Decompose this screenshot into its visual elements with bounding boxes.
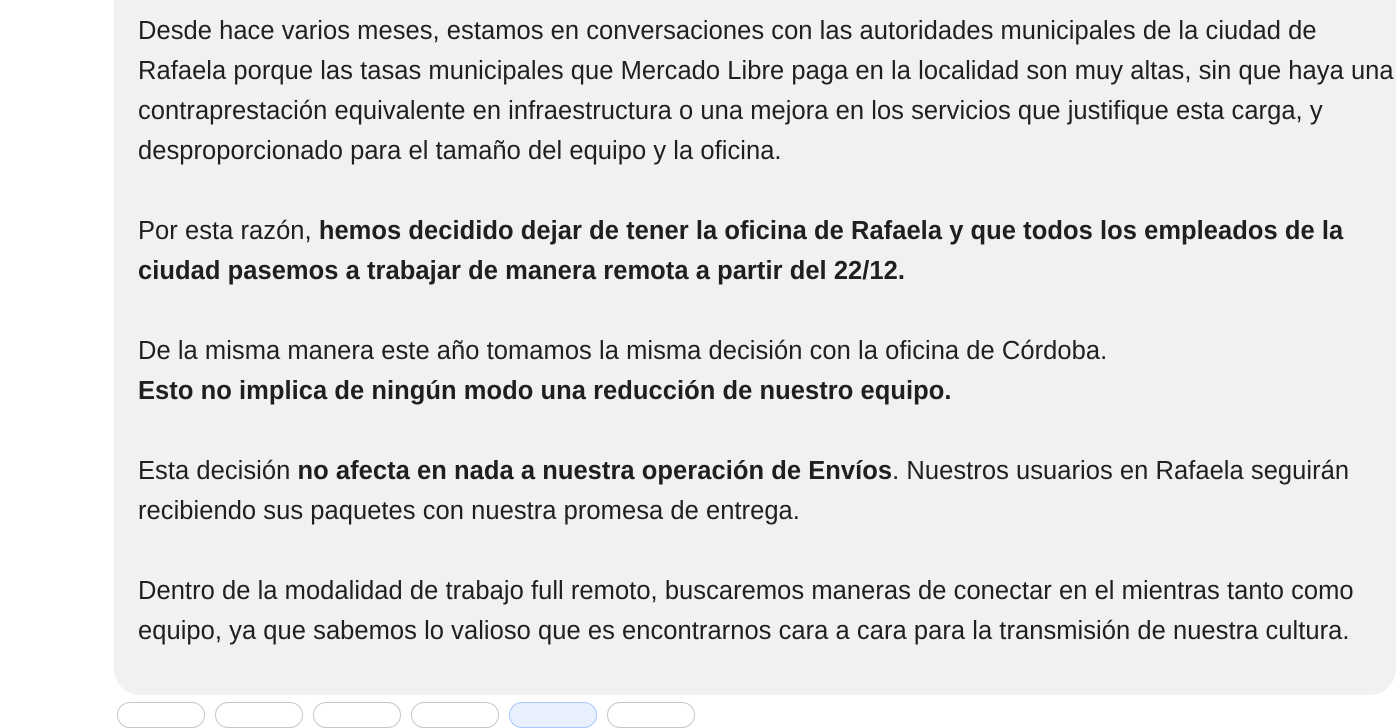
paragraph-decision <box>138 211 1396 291</box>
paragraph-decision-lead: Por esta razón, <box>138 217 319 245</box>
reaction-chip[interactable] <box>607 702 695 728</box>
paragraph-context-text: Desde hace varios meses, estamos en conversaciones con las autoridades municipales de la ciudad de Rafaela porque las tasas municipales que Mercado Libre paga en la localidad son muy altas, sin que haya una contraprestación equivalente en infraestructura o una mejora en los servicios que justifique esta carga, y desproporcionado para el tamaño del equipo y la oficina. <box>138 17 1394 165</box>
paragraph-envios <box>138 451 1396 531</box>
paragraph-cordoba-bold: Esto no implica de ningún modo una reducción de nuestro equipo. <box>138 377 952 405</box>
paragraph-envios-bold: no afecta en nada a nuestra operación de Envíos <box>297 457 893 485</box>
reaction-chip-selected[interactable] <box>509 702 597 728</box>
message-bubble <box>114 0 1396 695</box>
paragraph-remote-text: Dentro de la modalidad de trabajo full remoto, buscaremos maneras de conectar en el mientras tanto como equipo, ya que sabemos lo valioso que es encontrarnos cara a cara para la transmisión de nuestra cultura. <box>138 577 1354 645</box>
paragraph-remote <box>138 571 1396 651</box>
reaction-chip[interactable] <box>411 702 499 728</box>
paragraph-decision-bold: hemos decidido dejar de tener la oficina de Rafaela y que todos los empleados de la ciudad pasemos a trabajar de manera remota a partir del 22/12. <box>138 217 1344 285</box>
paragraph-envios-lead: Esta decisión <box>138 457 298 485</box>
reaction-chip[interactable] <box>117 702 205 728</box>
paragraph-cordoba-text: De la misma manera este año tomamos la misma decisión con la oficina de Córdoba. <box>138 337 1108 365</box>
reaction-chip[interactable] <box>313 702 401 728</box>
reaction-bar <box>117 702 695 728</box>
paragraph-envios-tail: . Nuestros usuarios en Rafaela seguirán recibiendo sus paquetes con nuestra promesa de entrega. <box>138 457 1350 525</box>
paragraph-cordoba <box>138 331 1396 411</box>
paragraph-context <box>138 11 1396 171</box>
reaction-chip[interactable] <box>215 702 303 728</box>
